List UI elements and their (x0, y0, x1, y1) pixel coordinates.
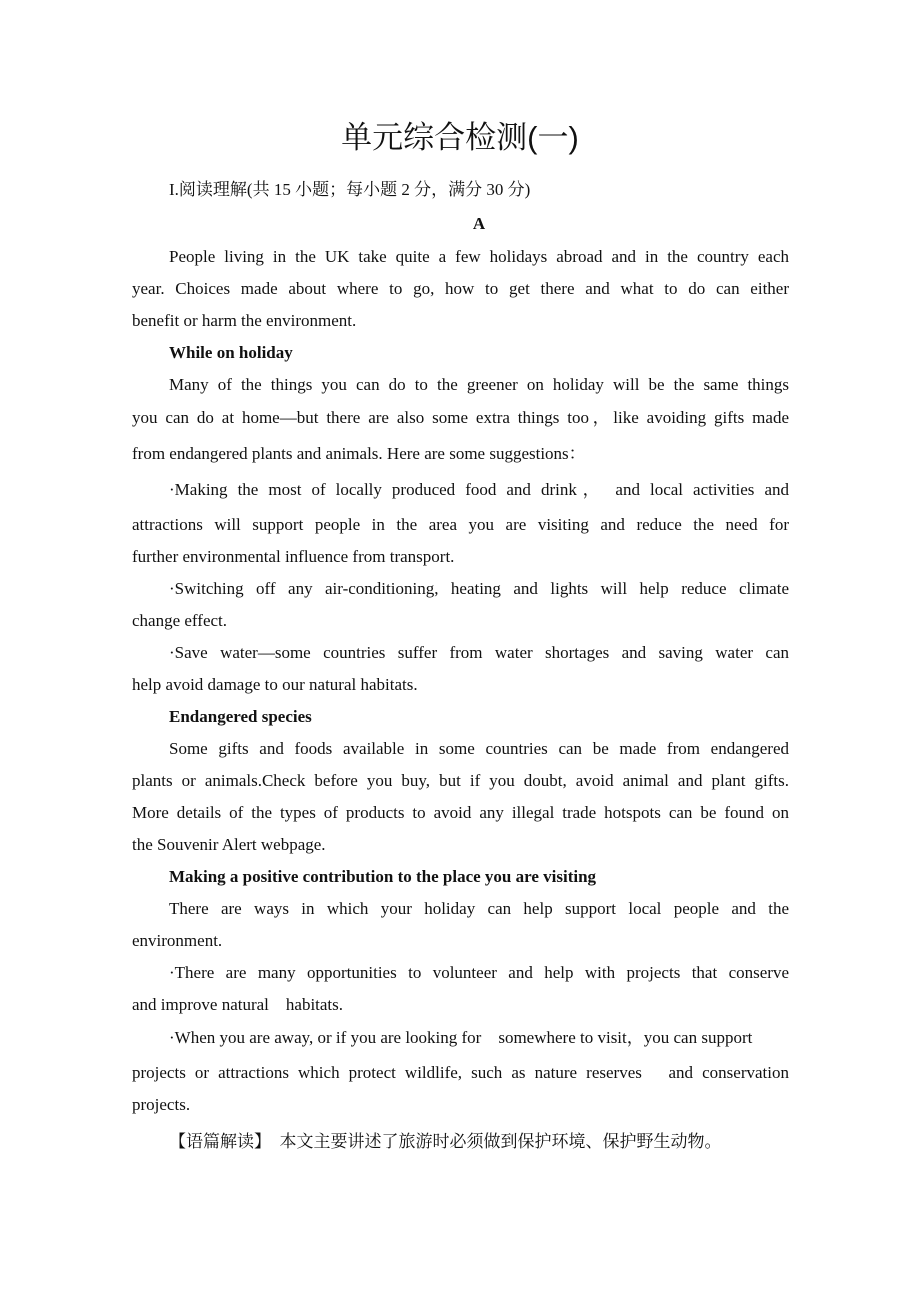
paragraph-line: change effect. (132, 611, 228, 630)
paragraph-line: ·Save water—some countries suffer from water shortages and saving water can (169, 643, 789, 662)
paragraph-line: the Souvenir Alert webpage. (132, 835, 326, 854)
paragraph-line: benefit or harm the environment. (132, 311, 357, 330)
subheading: Endangered species (169, 707, 312, 726)
paragraph-line: environment. (132, 931, 223, 950)
paragraph-line: ·When you are away, or if you are looking for somewhere to visit，you can support (169, 1028, 753, 1047)
paragraph-line: attractions will support people in the area you are visiting and reduce the need for (132, 515, 789, 534)
paragraph-line: year. Choices made about where to go, how to get there and what to do can either (132, 279, 789, 298)
passage-summary: 【语篇解读】 本文主要讲述了旅游时必须做到保护环境、保护野生动物。 (169, 1132, 722, 1152)
paragraph-line: ·Switching off any air-conditioning, heating and lights will help reduce climate (169, 579, 789, 598)
paragraph-line: Some gifts and foods available in some countries can be made from endangered (169, 739, 789, 758)
paragraph-line: from endangered plants and animals. Here are some suggestions： (132, 444, 586, 463)
page-title: 单元综合检测(一) (341, 120, 579, 155)
paragraph-line: further environmental influence from transport. (132, 547, 455, 566)
paragraph-line: and improve natural habitats. (132, 995, 344, 1014)
paragraph-line: Many of the things you can do to the greener on holiday will be the same things (169, 375, 789, 394)
paragraph-line: plants or animals.Check before you buy, but if you doubt, avoid animal and plant gifts. (132, 771, 789, 790)
paragraph-line: projects. (132, 1095, 191, 1114)
paragraph-line: There are ways in which your holiday can help support local people and the (169, 899, 789, 918)
paragraph-line: More details of the types of products to avoid any illegal trade hotspots can be found on (132, 803, 789, 822)
paragraph-line: help avoid damage to our natural habitats. (132, 675, 418, 694)
paragraph-line: ·Making the most of locally produced food and drink， and local activities and (169, 480, 789, 499)
paragraph-line: projects or attractions which protect wildlife, such as nature reserves and conservation (132, 1063, 789, 1082)
paragraph-line: you can do at home—but there are also some extra things too，like avoiding gifts made (132, 408, 789, 427)
passage-label: A (472, 214, 486, 233)
section-heading: I.阅读理解(共 15 小题；每小题 2 分，满分 30 分) (169, 180, 531, 199)
paragraph-line: ·There are many opportunities to volunteer and help with projects that conserve (169, 963, 789, 982)
subheading: While on holiday (169, 343, 293, 362)
paragraph-line: People living in the UK take quite a few holidays abroad and in the country each (169, 247, 789, 266)
subheading: Making a positive contribution to the place you are visiting (169, 867, 597, 886)
